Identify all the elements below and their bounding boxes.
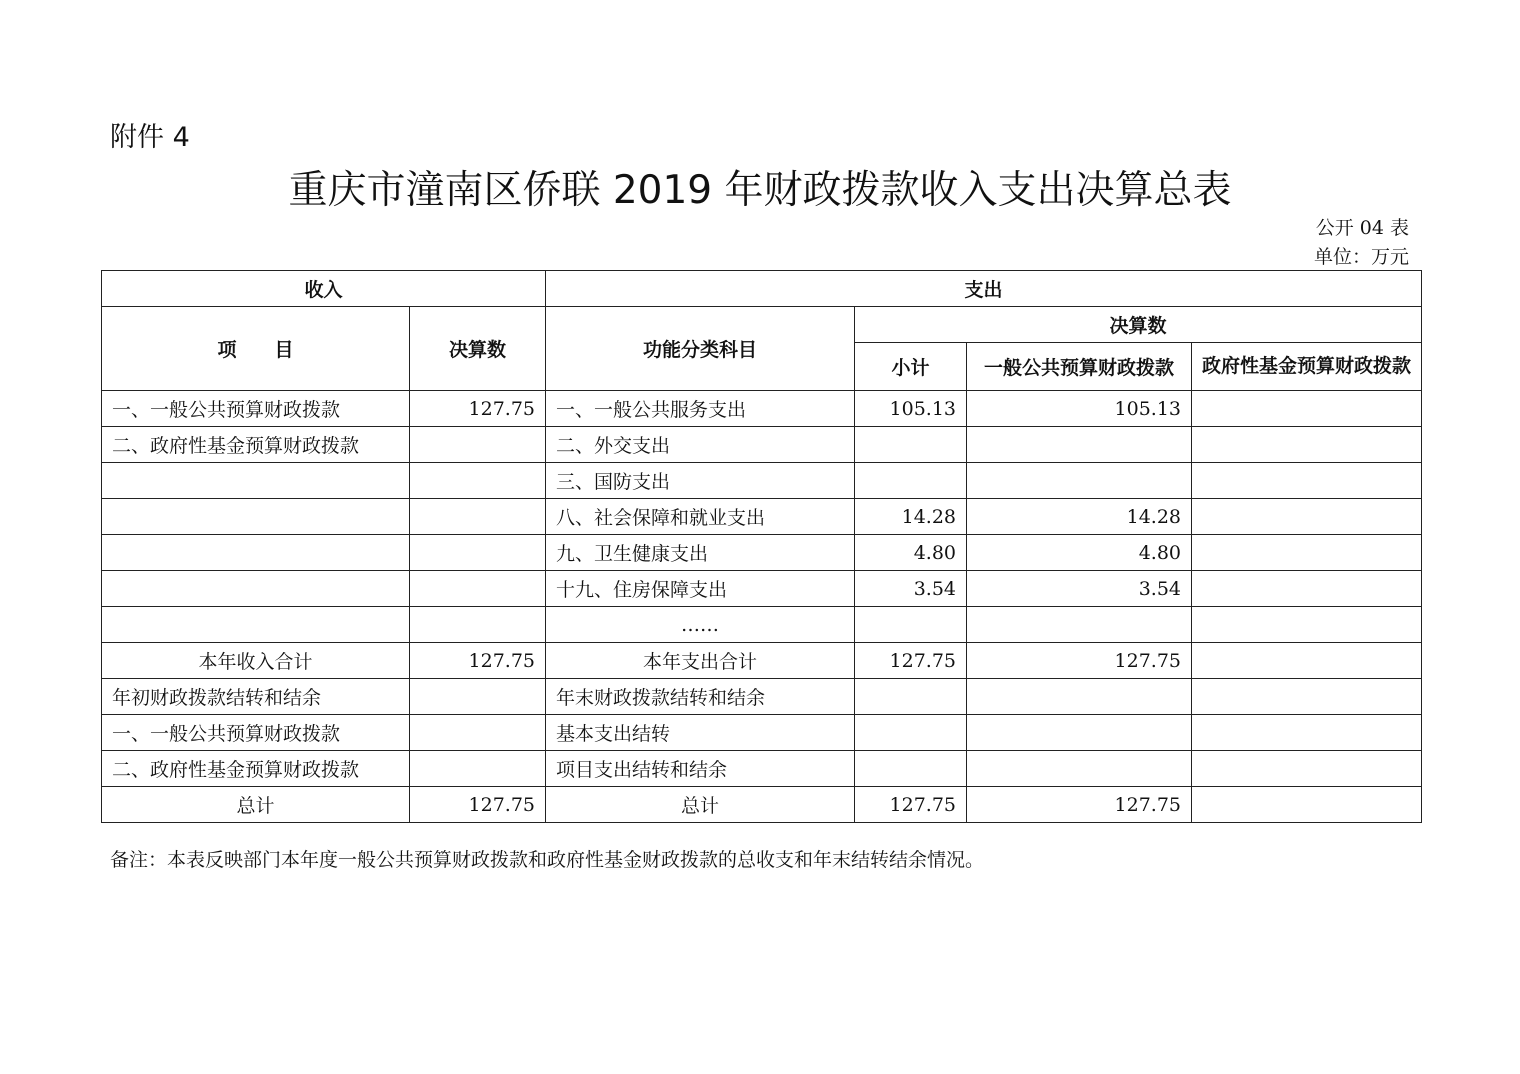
general-cell xyxy=(967,715,1192,751)
expense-item-cell: 九、卫生健康支出 xyxy=(546,535,855,571)
income-item-cell: 二、政府性基金预算财政拨款 xyxy=(102,427,410,463)
income-item-cell: 一、一般公共预算财政拨款 xyxy=(102,391,410,427)
income-amount-cell xyxy=(410,715,546,751)
income-amount-cell xyxy=(410,499,546,535)
footnote: 备注：本表反映部门本年度一般公共预算财政拨款和政府性基金财政拨款的总收支和年末结转结余情况。 xyxy=(110,849,985,871)
table-code: 公开 04 表 xyxy=(1315,217,1409,239)
subtotal-cell: 127.75 xyxy=(855,787,967,823)
expense-total-label: 本年支出合计 xyxy=(546,643,855,679)
general-cell xyxy=(967,463,1192,499)
income-amount-cell xyxy=(410,535,546,571)
income-item-cell xyxy=(102,499,410,535)
income-item-cell: 一、一般公共预算财政拨款 xyxy=(102,715,410,751)
table-row xyxy=(102,535,1422,571)
table-row xyxy=(102,463,1422,499)
table-row xyxy=(102,679,1422,715)
expense-item-cell: 十九、住房保障支出 xyxy=(546,571,855,607)
income-total-label: 本年收入合计 xyxy=(102,643,410,679)
subtotal-cell: 127.75 xyxy=(855,643,967,679)
subtotal-header: 小计 xyxy=(855,343,967,391)
subtotal-cell xyxy=(855,427,967,463)
subtotal-cell: 105.13 xyxy=(855,391,967,427)
income-amount-cell: 127.75 xyxy=(410,787,546,823)
income-amount-cell xyxy=(410,679,546,715)
income-amount-cell xyxy=(410,427,546,463)
budget-table xyxy=(101,270,1422,823)
table-row xyxy=(102,391,1422,427)
fund-cell xyxy=(1192,751,1422,787)
income-item-cell xyxy=(102,571,410,607)
fund-cell xyxy=(1192,499,1422,535)
general-cell: 4.80 xyxy=(967,535,1192,571)
subtotal-cell xyxy=(855,751,967,787)
fund-cell xyxy=(1192,643,1422,679)
subtotal-cell: 4.80 xyxy=(855,535,967,571)
general-cell: 105.13 xyxy=(967,391,1192,427)
expense-item-cell: 基本支出结转 xyxy=(546,715,855,751)
general-cell: 3.54 xyxy=(967,571,1192,607)
fund-cell xyxy=(1192,391,1422,427)
subtotal-cell: 3.54 xyxy=(855,571,967,607)
item-header: 项 目 xyxy=(102,307,410,391)
expense-item-cell: 一、一般公共服务支出 xyxy=(546,391,855,427)
expense-item-cell: 三、国防支出 xyxy=(546,463,855,499)
general-cell xyxy=(967,607,1192,643)
expense-item-cell: …… xyxy=(546,607,855,643)
income-amount-cell: 127.75 xyxy=(410,643,546,679)
table-row xyxy=(102,643,1422,679)
subtotal-cell xyxy=(855,715,967,751)
general-cell xyxy=(967,679,1192,715)
table-row xyxy=(102,715,1422,751)
category-header: 功能分类科目 xyxy=(546,307,855,391)
fund-cell xyxy=(1192,427,1422,463)
attachment-label: 附件 4 xyxy=(110,122,190,153)
subtotal-cell xyxy=(855,463,967,499)
income-amount-cell xyxy=(410,463,546,499)
amount-header: 决算数 xyxy=(410,307,546,391)
expense-grand-total-label: 总计 xyxy=(546,787,855,823)
table-row xyxy=(102,751,1422,787)
unit-label: 单位：万元 xyxy=(1313,246,1409,268)
fund-cell xyxy=(1192,535,1422,571)
income-item-cell: 二、政府性基金预算财政拨款 xyxy=(102,751,410,787)
fund-cell xyxy=(1192,571,1422,607)
table-row xyxy=(102,499,1422,535)
expense-item-cell: 八、社会保障和就业支出 xyxy=(546,499,855,535)
income-item-cell xyxy=(102,535,410,571)
income-grand-total-label: 总计 xyxy=(102,787,410,823)
expense-header: 支出 xyxy=(546,271,1422,307)
general-cell: 14.28 xyxy=(967,499,1192,535)
general-cell xyxy=(967,427,1192,463)
subtotal-cell xyxy=(855,607,967,643)
table-row xyxy=(102,787,1422,823)
income-amount-cell xyxy=(410,607,546,643)
fund-budget-header: 政府性基金预算财政拨款 xyxy=(1192,343,1422,391)
subtotal-cell xyxy=(855,679,967,715)
fund-cell xyxy=(1192,679,1422,715)
income-amount-cell xyxy=(410,571,546,607)
income-item-cell: 年初财政拨款结转和结余 xyxy=(102,679,410,715)
expense-item-cell: 年末财政拨款结转和结余 xyxy=(546,679,855,715)
subtotal-cell: 14.28 xyxy=(855,499,967,535)
table-row xyxy=(102,571,1422,607)
fund-cell xyxy=(1192,607,1422,643)
general-cell: 127.75 xyxy=(967,643,1192,679)
income-amount-cell: 127.75 xyxy=(410,391,546,427)
final-amount-header: 决算数 xyxy=(855,307,1422,343)
page-title: 重庆市潼南区侨联 2019 年财政拨款收入支出决算总表 xyxy=(288,168,1232,213)
expense-item-cell: 项目支出结转和结余 xyxy=(546,751,855,787)
expense-item-cell: 二、外交支出 xyxy=(546,427,855,463)
fund-cell xyxy=(1192,463,1422,499)
income-amount-cell xyxy=(410,751,546,787)
table-row xyxy=(102,427,1422,463)
table-row xyxy=(102,607,1422,643)
fund-cell xyxy=(1192,787,1422,823)
general-cell: 127.75 xyxy=(967,787,1192,823)
general-budget-header: 一般公共预算财政拨款 xyxy=(967,343,1192,391)
income-item-cell xyxy=(102,463,410,499)
fund-cell xyxy=(1192,715,1422,751)
income-header: 收入 xyxy=(102,271,546,307)
income-item-cell xyxy=(102,607,410,643)
general-cell xyxy=(967,751,1192,787)
